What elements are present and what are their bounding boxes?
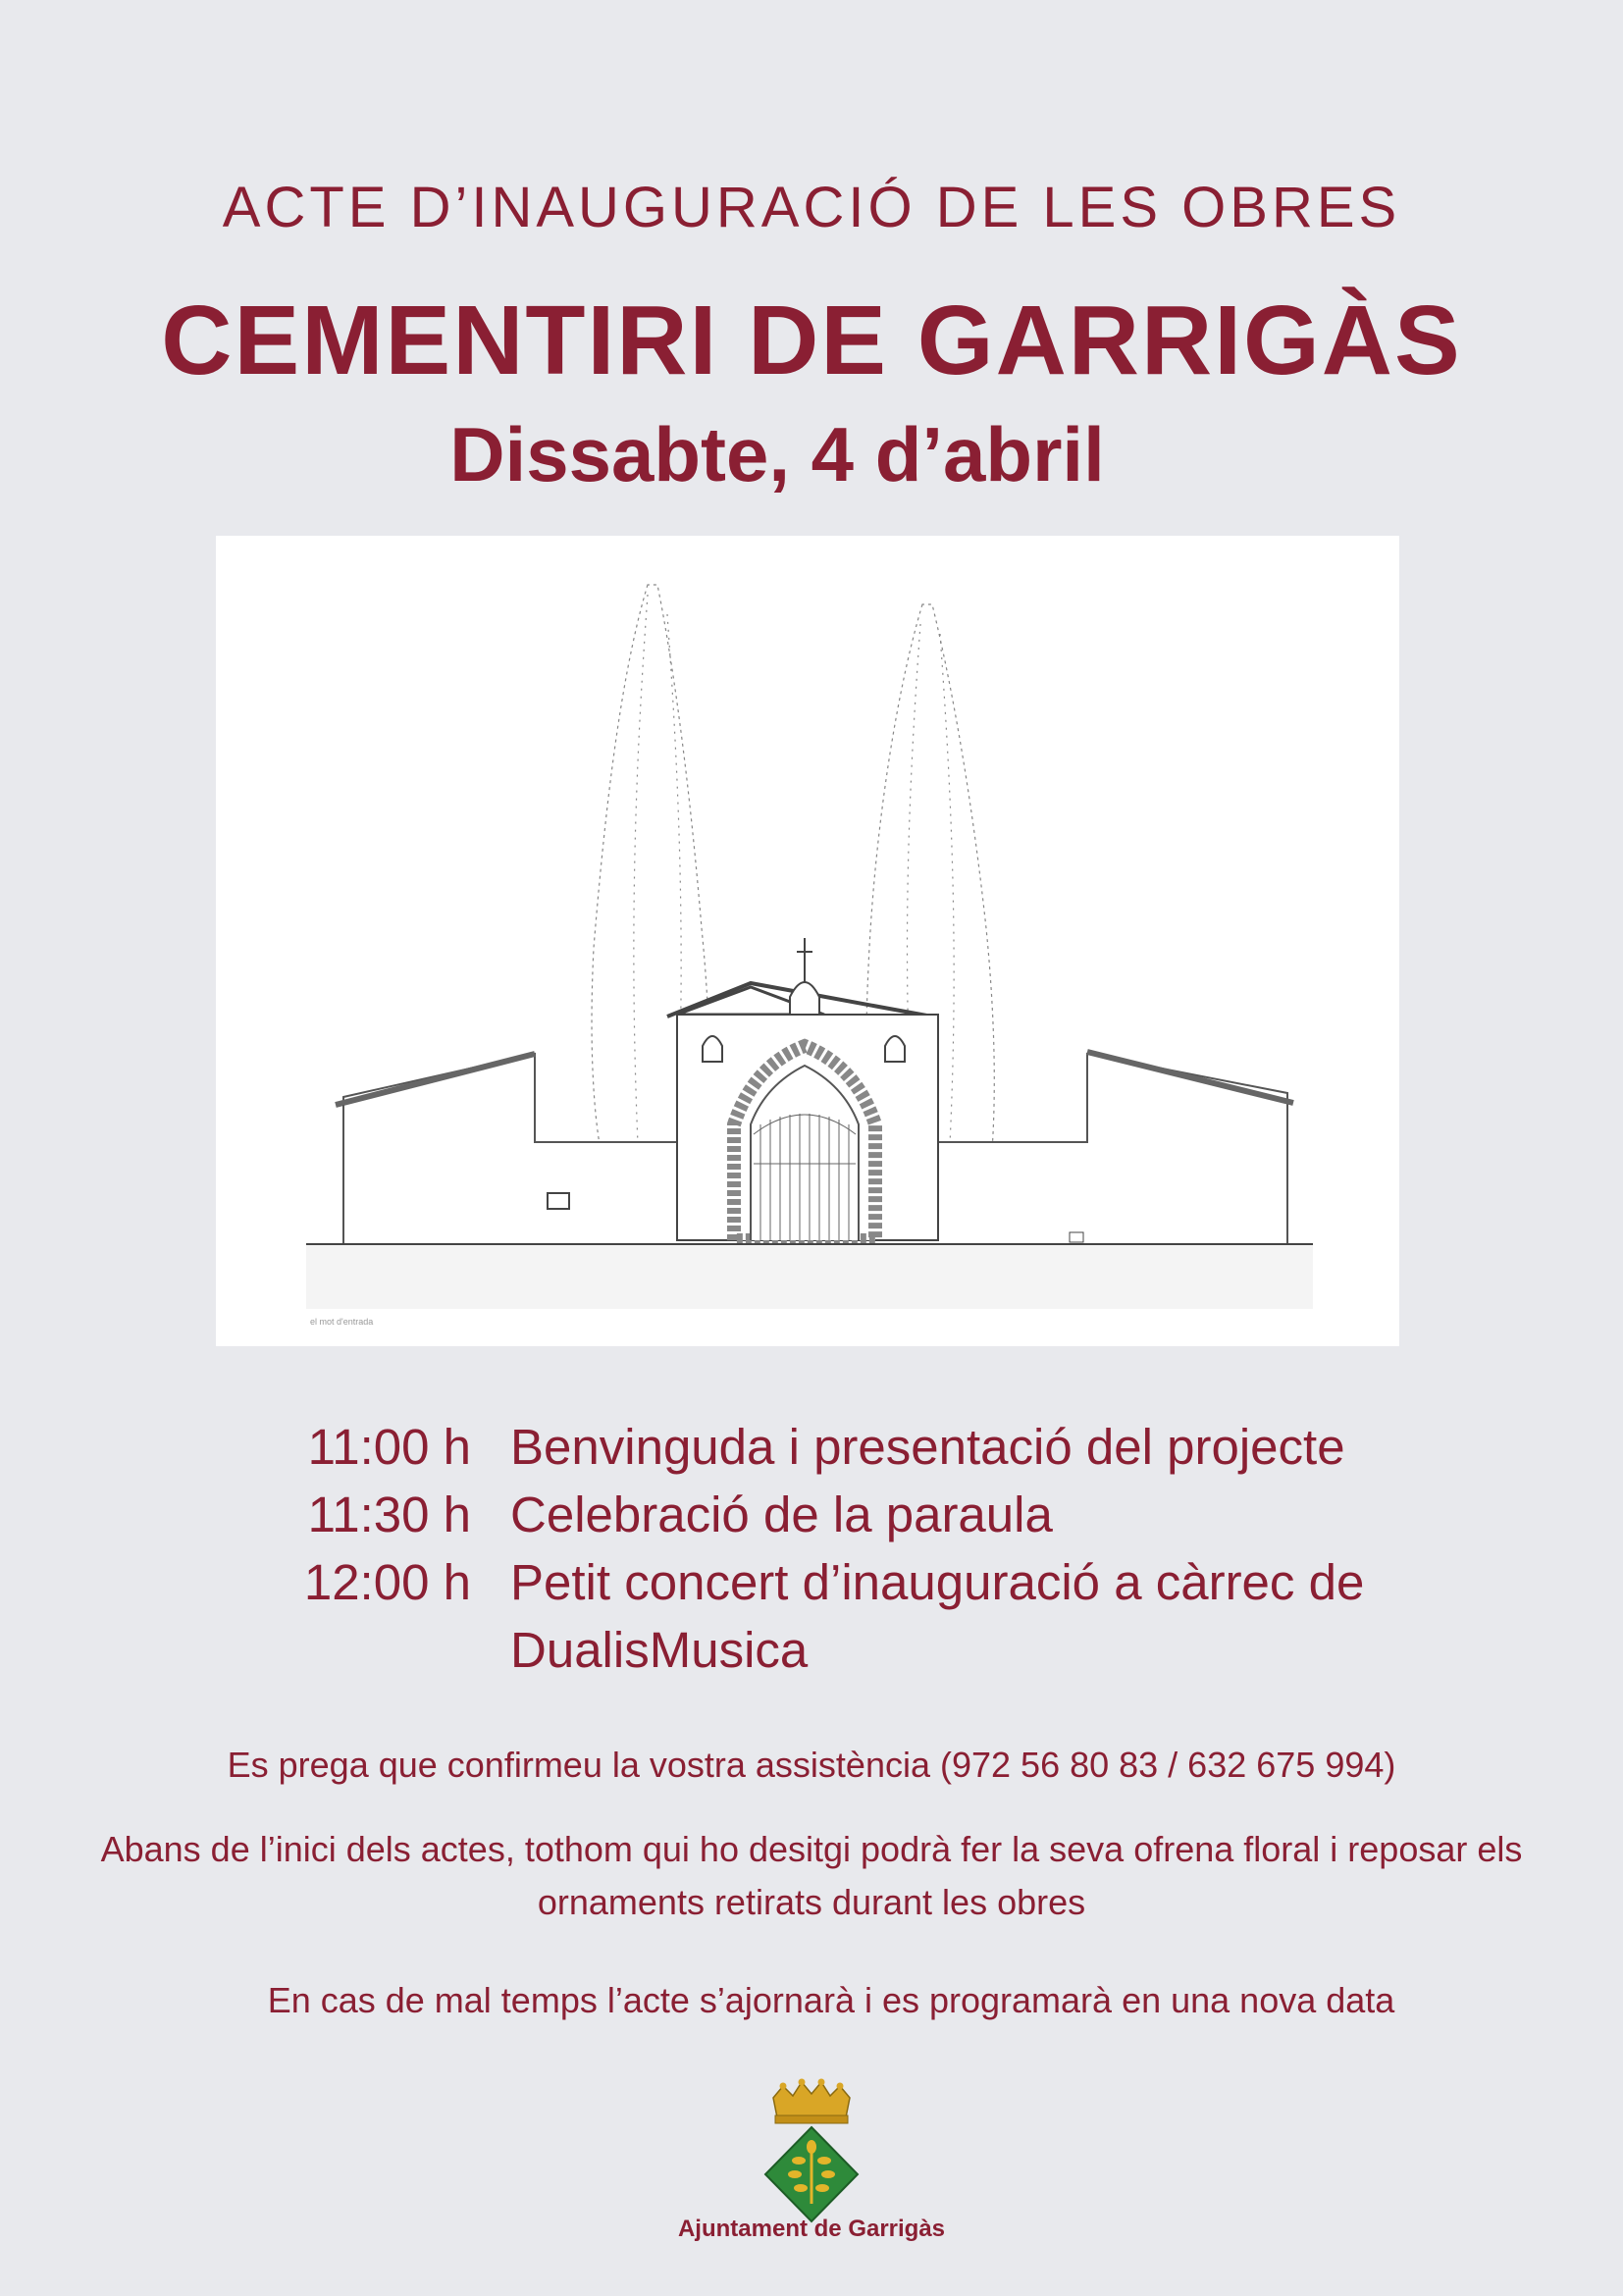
- schedule-description: Celebració de la paraula: [510, 1487, 1053, 1542]
- event-schedule: [265, 1413, 1442, 1684]
- bad-weather-note: En cas de mal temps l’acte s’ajornarà i es programarà en una nova data: [267, 1980, 1395, 2020]
- schedule-row: [265, 1481, 1442, 1548]
- organization-name: Ajuntament de Garrigàs: [677, 2216, 946, 2242]
- cemetery-elevation-drawing: [216, 536, 1399, 1346]
- schedule-row: [265, 1548, 1442, 1684]
- shield-icon: [765, 2127, 858, 2221]
- event-date: Dissabte, 4 d’abril: [449, 411, 1105, 497]
- schedule-time: 11:30 h: [307, 1487, 471, 1542]
- cemetery-drawing-svg: [216, 536, 1399, 1346]
- schedule-description: Benvinguda i presentació del projecte: [510, 1419, 1345, 1475]
- schedule-row: [265, 1413, 1442, 1481]
- schedule-time: 12:00 h: [303, 1554, 471, 1610]
- rsvp-note: Es prega que confirmeu la vostra assistència (972 56 80 83 / 632 675 994): [227, 1745, 1396, 1785]
- municipal-coat-of-arms-icon: [759, 2078, 864, 2225]
- page-title: CEMENTIRI DE GARRIGÀS: [161, 286, 1462, 395]
- floral-offering-note: Abans de l’inici dels actes, tothom qui ho desitgi podrà fer la seva ofrena floral i reposar els ornaments retirats durant les obres: [100, 1829, 1523, 1922]
- event-subtitle: ACTE D’INAUGURACIÓ DE LES OBRES: [222, 176, 1401, 239]
- drawing-caption: el mot d'entrada: [310, 1317, 374, 1327]
- schedule-time: 11:00 h: [307, 1419, 471, 1475]
- schedule-description: Petit concert d’inauguració a càrrec de DualisMusica: [510, 1554, 1365, 1678]
- crown-icon: [773, 2079, 850, 2124]
